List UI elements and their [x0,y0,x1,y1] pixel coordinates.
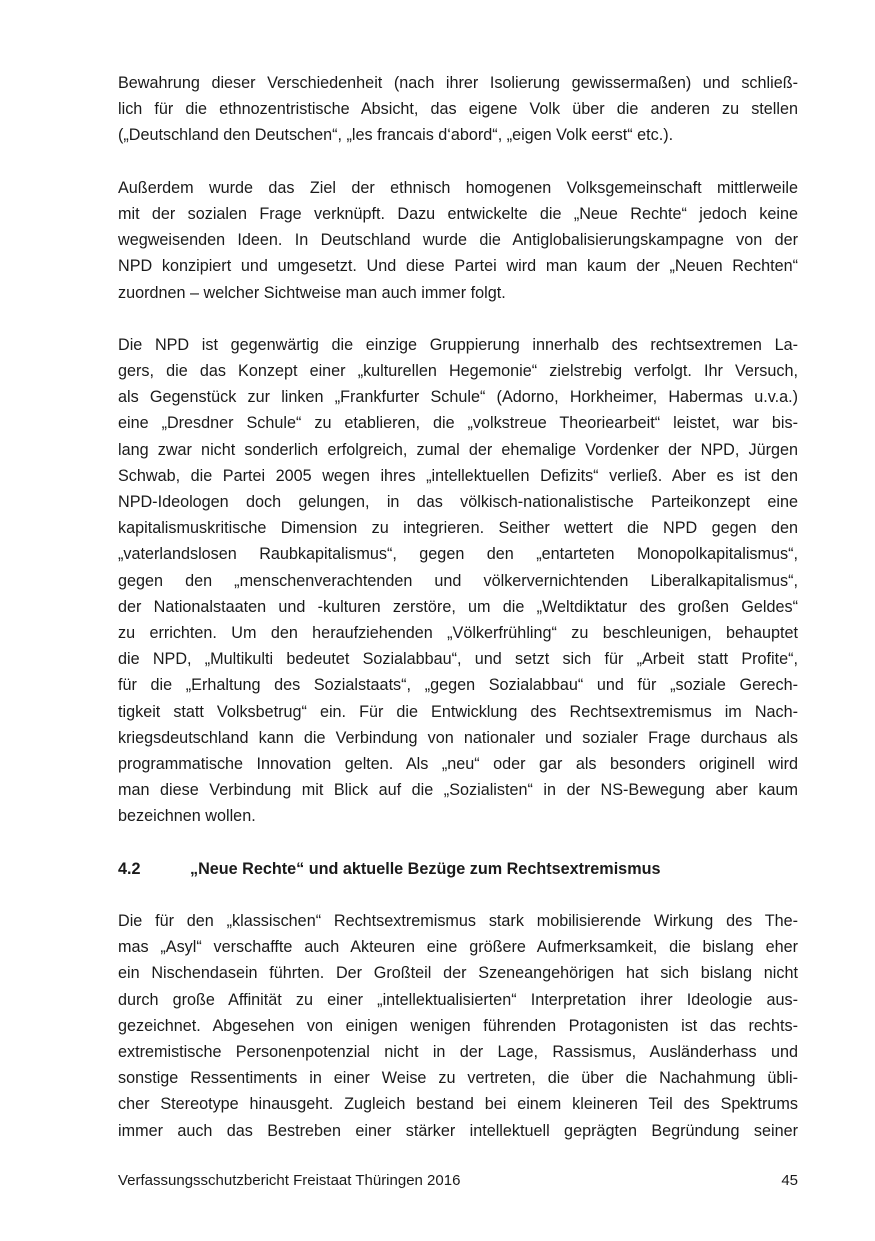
text-line: die NPD, „Multikulti bedeutet Sozialabbau“, und setzt sich für „Arbeit statt Profite“, [118,650,798,669]
text-line: gers, die das Konzept einer „kulturellen Hegemonie“ zielstrebig verfolgt. Ihr Versuch, [118,362,798,381]
paragraph-2 [118,175,798,306]
text-line: für die „Erhaltung des Sozialstaats“, „gegen Sozialabbau“ und für „soziale Gerech- [118,676,798,695]
section-title: „Neue Rechte“ und aktuelle Bezüge zum Rechtsextremismus [190,859,661,878]
text-line: gegen den „menschenverachtenden und völkervernichtenden Liberalkapitalismus“, [118,571,798,590]
text-line: zuordnen – welcher Sichtweise man auch immer folgt. [118,283,506,302]
text-line: mit der sozialen Frage verknüpft. Dazu entwickelte die „Neue Rechte“ jedoch keine [118,204,798,223]
text-line: man diese Verbindung mit Blick auf die „Sozialisten“ in der NS-Bewegung aber kaum [118,781,798,800]
text-line: „vaterlandslosen Raubkapitalismus“, gegen den „entarteten Monopolkapitalismus“, [118,545,798,564]
text-line: kapitalismuskritische Dimension zu integrieren. Seither wettert die NPD gegen den [118,519,798,538]
text-line: Die für den „klassischen“ Rechtsextremismus stark mobilisierende Wirkung des The- [118,912,798,931]
text-line: Außerdem wurde das Ziel der ethnisch homogenen Volksgemeinschaft mittlerweile [118,178,798,197]
text-line: eine „Dresdner Schule“ zu etablieren, die „volkstreue Theoriearbeit“ leistet, war bis- [118,414,798,433]
text-line: mas „Asyl“ verschaffte auch Akteuren eine größere Aufmerksamkeit, die bislang eher [118,938,798,957]
text-line: lang zwar nicht sonderlich erfolgreich, zumal der ehemalige Vordenker der NPD, Jürgen [118,440,798,459]
text-line: programmatische Innovation gelten. Als „neu“ oder gar als besonders originell wird [118,754,798,773]
text-line: als Gegenstück zur linken „Frankfurter Schule“ (Adorno, Horkheimer, Habermas u.v.a.) [118,388,798,407]
text-line: zu errichten. Um den heraufziehenden „Völkerfrühling“ zu beschleunigen, behauptet [118,623,798,642]
text-line: durch große Affinität zu einer „intellektualisierten“ Interpretation ihrer Ideologie aus- [118,990,798,1009]
page-number: 45 [781,1172,798,1189]
text-line: wegweisenden Ideen. In Deutschland wurde die Antiglobalisierungskampagne von der [118,231,798,250]
text-line: Die NPD ist gegenwärtig die einzige Gruppierung innerhalb des rechtsextremen La- [118,335,798,354]
text-line: lich für die ethnozentristische Absicht, das eigene Volk über die anderen zu stellen [118,100,798,119]
section-number: 4.2 [118,859,141,878]
text-line: extremistische Personenpotenzial nicht in der Lage, Rassismus, Ausländerhass und [118,1042,798,1061]
paragraph-4 [118,908,798,1144]
text-line: bezeichnen wollen. [118,807,256,826]
paragraph-1 [118,70,798,149]
text-line: cher Stereotype hinausgeht. Zugleich bestand bei einem kleineren Teil des Spektrums [118,1095,798,1114]
text-line: immer auch das Bestreben einer stärker intellektuell geprägten Begründung seiner [118,1121,798,1140]
text-line: NPD konzipiert und umgesetzt. Und diese Partei wird man kaum der „Neuen Rechten“ [118,257,798,276]
text-line: kriegsdeutschland kann die Verbindung von nationaler und sozialer Frage durchaus als [118,728,798,747]
text-line: Bewahrung dieser Verschiedenheit (nach ihrer Isolierung gewissermaßen) und schließ- [118,74,798,92]
text-line: gezeichnet. Abgesehen von einigen wenigen führenden Protagonisten ist das rechts- [118,1016,798,1035]
section-heading [118,856,798,882]
text-line: der Nationalstaaten und -kulturen zerstöre, um die „Weltdiktatur des großen Geldes“ [118,597,798,616]
text-line: sonstige Ressentiments in einer Weise zu vertreten, die über die Nachahmung übli- [118,1069,798,1088]
paragraph-3 [118,332,798,830]
footer-publication: Verfassungsschutzbericht Freistaat Thüringen 2016 [118,1172,461,1189]
text-line: Schwab, die Partei 2005 wegen ihres „intellektuellen Defizits“ verließ. Aber es ist den [118,466,798,485]
page-footer [118,1170,798,1192]
page-body [118,70,798,1170]
text-line: tigkeit statt Volksbetrug“ ein. Für die Entwicklung des Rechtsextremismus im Nach- [118,702,798,721]
text-line: („Deutschland den Deutschen“, „les francais d‘abord“, „eigen Volk eerst“ etc.). [118,126,674,145]
text-line: NPD-Ideologen doch gelungen, in das völkisch-nationalistische Parteikonzept eine [118,493,798,511]
text-line: ein Nischendasein führten. Der Großteil der Szeneangehörigen hat sich bislang nicht [118,964,798,983]
